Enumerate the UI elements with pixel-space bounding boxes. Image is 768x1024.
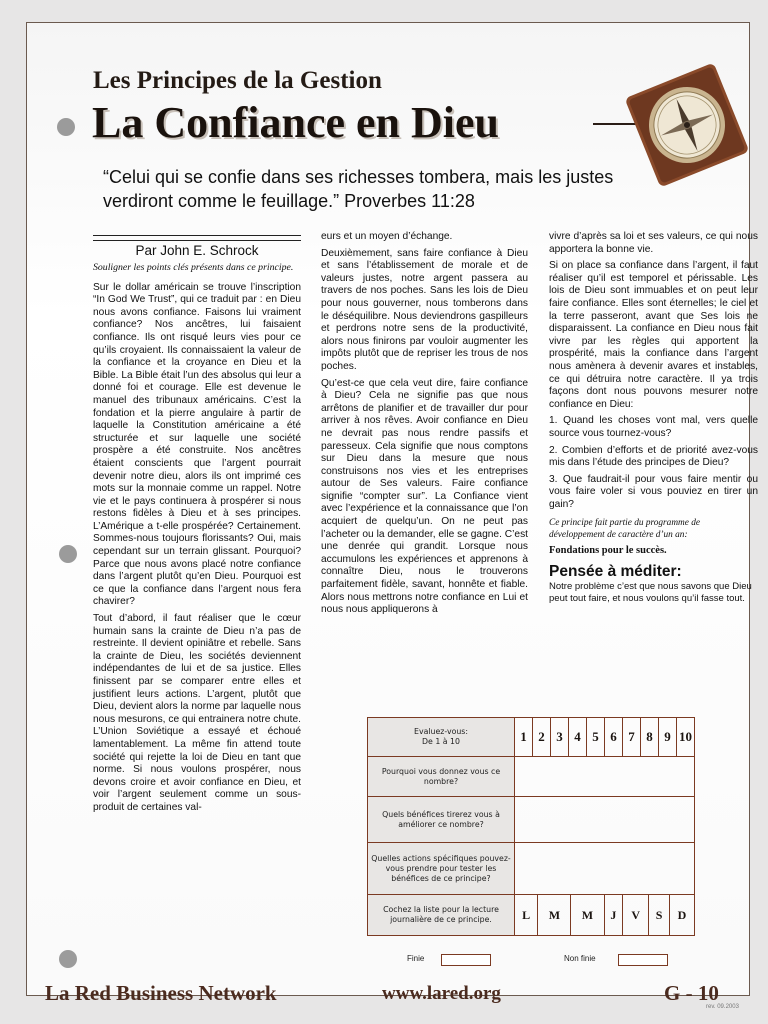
day-checkbox-l[interactable]: L — [515, 895, 538, 935]
question-item: 2. Combien d’efforts et de priorité avez-vous mis dans l’étude des principes de Dieu? — [549, 444, 758, 469]
paragraph: Si on place sa confiance dans l’argent, il faut réaliser qu’il est temporel et périssable. Les lois de Dieu sont immuables et on peut leur faire confiance. Elles sont éternelles; le ciel et la terre passeront, avant que Ses lois ne disparaissent. La confiance en Dieu nous fait vivre par les règles qui apportent la prospérité, mais la confiance dans l’argent nous amènera à devenir avares et instables, ce qui détruira notre caractère. Il ya trois façons dont nous pouvons mesurer notre confiance en Dieu: — [549, 260, 758, 410]
question-item: 3. Que faudrait-il pour vous faire mentir ou vous faire voler si vous pouviez en tirer un gain? — [549, 473, 758, 510]
rating-option-10[interactable]: 10 — [677, 718, 695, 757]
footer-network: La Red Business Network — [45, 981, 277, 1005]
weekday-checklist — [515, 895, 694, 935]
bullet-dot — [57, 118, 75, 136]
rating-option-5[interactable]: 5 — [587, 718, 605, 757]
rating-option-7[interactable]: 7 — [623, 718, 641, 757]
answer-field[interactable] — [515, 757, 695, 797]
paragraph: vivre d’après sa loi et ses valeurs, ce qui nous apportera la bonne vie. — [549, 231, 758, 255]
footer-website[interactable]: www.lared.org — [382, 983, 501, 1004]
rating-label: Evaluez-vous: De 1 à 10 — [368, 718, 515, 757]
paragraph: Deuxièmement, sans faire confiance à Dieu et sans l’établissement de morale et de valeurs justes, notre argent passera au travers de nos poches. Sans les lois de Dieu pour nous gouverner, nous tomberons dans le déséquilibre. Nous deviendrons gaspilleurs et perdrons notre sens de la productivité, alors nous finirons par vouloir augmenter les impôts plutôt que de repriser les trous de nos poches. — [321, 247, 528, 372]
checklist-label: Cochez la liste pour la lecture journalière de ce principe. — [368, 895, 515, 936]
rating-option-4[interactable]: 4 — [569, 718, 587, 757]
rating-option-9[interactable]: 9 — [659, 718, 677, 757]
question-label: Quelles actions spécifiques pouvez- vous prendre pour tester les bénéfices de ce principe? — [368, 843, 515, 895]
question-label: Quels bénéfices tirerez vous à améliorer ce nombre? — [368, 797, 515, 843]
meditation-text: Notre problème c’est que nous savons que Dieu peut tout faire, et nous voulons qu’il fasse tout. — [549, 580, 752, 604]
paragraph: Sur le dollar américain se trouve l’inscription “In God We Trust”, qui ce traduit par : en Dieu nous avons confiance. Faisons lui vraiment confiance? Nos ancêtres, lui faisaient confiance. Ils ont risqué leurs vies pour ce qu’ils croyaient. Ils connaissaient la valeur de la confiance et la croyance en Dieu et la Bible. La Bible était l’un des absolus qui leur a donné foi et courage. Elle est devenue le manuel des tribunaux américains. C’est la fondation et la pierre angulaire à partir de laquelle la Constitution américaine a été structurée et sur laquelle une société prospère a été construite. Nos ancêtres étaient conscients que l’argent pourrait devenir notre dieu, alors ils ont imprimé ces mots sur la monnaie comme un rappel. Notre vie et le pays continuera à prospérer si nous restons fidèles à Dieu et à ses principes. L’Amérique a t-elle prospérée? Certainement. Sommes-nous toujours florissants? Oui, mais cependant sur un terrain glissant. Pourquoi? Parce que nous avons placé notre confiance dans l’argent plutôt qu’en Dieu. Pourquoi est ce que la confiance dans l’argent nous fera chavirer? — [93, 281, 301, 608]
rating-option-6[interactable]: 6 — [605, 718, 623, 757]
paragraph: eurs et un moyen d’échange. — [321, 231, 453, 242]
question-item: 1. Quand les choses vont mal, vers quelle source vous tournez-vous? — [549, 415, 758, 439]
rating-option-2[interactable]: 2 — [533, 718, 551, 757]
self-evaluation-table — [367, 717, 695, 936]
page — [26, 22, 758, 1010]
program-note: Ce principe fait partie du programme de développement de caractère d’un an: — [549, 518, 700, 541]
day-checkbox-s[interactable]: S — [649, 895, 670, 935]
program-name: Fondations pour le succès. — [549, 545, 667, 557]
revision-note: rev. 09.2003 — [706, 1004, 739, 1010]
answer-field[interactable] — [515, 843, 695, 895]
rating-option-1[interactable]: 1 — [515, 718, 533, 757]
bullet-dot — [59, 545, 77, 563]
compass-icon — [625, 63, 749, 187]
rating-option-3[interactable]: 3 — [551, 718, 569, 757]
unfinished-label: Non finie — [564, 954, 596, 963]
day-checkbox-v[interactable]: V — [623, 895, 649, 935]
rating-option-8[interactable]: 8 — [641, 718, 659, 757]
epigraph-quote: “Celui qui se confie dans ses richesses tombera, mais les justes verdiront comme le feuillage.” Proverbes 11:28 — [103, 167, 614, 211]
text-column-2 — [321, 231, 528, 621]
page-title: La Confiance en Dieu — [92, 98, 499, 147]
author-byline: Par John E. Schrock — [93, 240, 301, 258]
reading-instruction: Souligner les points clés présents dans ce principe. — [93, 261, 294, 273]
paragraph: Qu’est-ce que cela veut dire, faire confiance à Dieu? Cela ne signifie pas que nous arrêtons de planifier et de travailler dur pour arriver à nos rêves. Avoir confiance en Dieu ne devrait pas nous rendre passifs et paresseux. Cela signifie que nous comptons sur Dieu dans la mesure que nous construisons nos vies et les entreprises autour de Ses valeurs. Faire confiance signifie “compter sur”. La Confiance vient avec l’expérience et la connaissance que l’on acquiert de quelqu’un. On ne peut pas l’acheter ou la demander, elle se gagne. C’est une denrée qui grandit. Lorsque nous accumulons les expériences et apprenons à connaître Dieu, nous le trouverons parfaitement fidèle, savant, honnête et fiable. Alors nous mettrons notre confiance en Lui et nous nous appliquerons à — [321, 377, 528, 616]
bullet-dot — [59, 950, 77, 968]
question-label: Pourquoi vous donnez vous ce nombre? — [368, 757, 515, 797]
day-checkbox-m[interactable]: M — [538, 895, 571, 935]
unfinished-checkbox[interactable] — [618, 954, 668, 966]
day-checkbox-j[interactable]: J — [604, 895, 623, 935]
page-code: G - 10 — [664, 981, 719, 1005]
series-subtitle: Les Principes de la Gestion — [93, 67, 382, 94]
finished-label: Finie — [407, 954, 425, 963]
text-column-3 — [549, 231, 758, 609]
day-checkbox-m2[interactable]: M — [571, 895, 604, 935]
text-column-1 — [93, 235, 301, 819]
meditation-heading: Pensée à méditer: — [549, 563, 682, 581]
paragraph: Tout d’abord, il faut réaliser que le cœur humain sans la crainte de Dieu n’a pas de restreinte. Il devient opiniâtre et rebelle. Sans la crainte de Dieu, les sociétés deviennent indépendantes de lui et de sa justice. Elles finissent par se comparer entre elles et justifient leurs actions. L’argent, plutôt que Dieu, devient alors la norme par laquelle nous nous mesurons, ce qui entrainera notre chute. L’Union Soviétique a essayé et échoué lamentablement. La même fin attend toute société qui rejette la loi de Dieu en tant que norme. Si nous voulons prospérer, nous devons croire et avoir confiance en Dieu, et voir l’argent seulement comme un sous-produit de certaines val- — [93, 613, 301, 813]
finished-checkbox[interactable] — [441, 954, 491, 966]
answer-field[interactable] — [515, 797, 695, 843]
day-checkbox-d[interactable]: D — [677, 907, 687, 922]
